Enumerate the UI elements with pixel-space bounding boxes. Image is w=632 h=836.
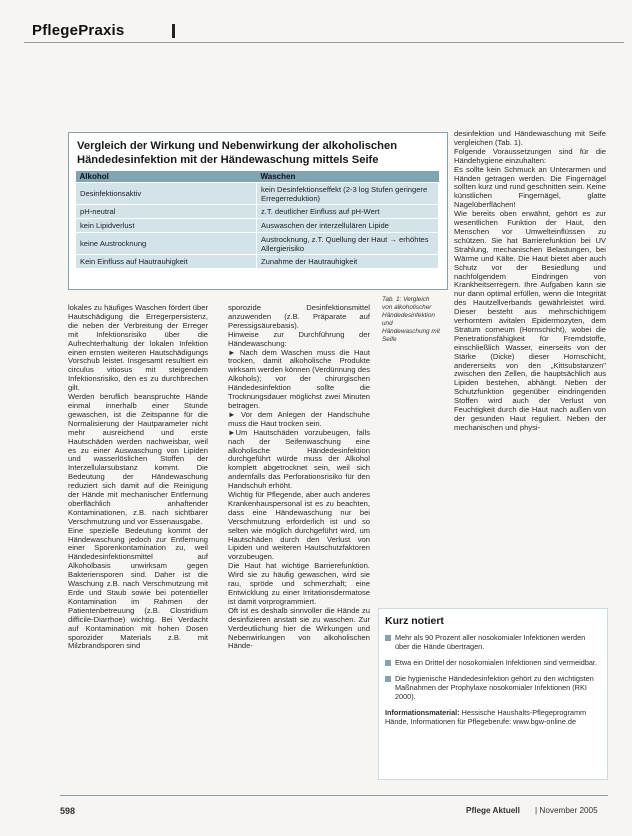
page-header [24,20,624,43]
paragraph: sporozide Desinfektionsmittel anzuwenden (z.B. Präparate auf Peressigsäurebasis). [228,303,370,330]
list-item-text: Die hygienische Händedesinfektion gehört zu den wichtigsten Maßnahmen der Prophylaxe nosokomialer Infektionen (RKI 2000). [395,674,594,701]
table-row [76,255,439,269]
kurz-notiert-box [378,608,608,780]
article-column-2 [228,304,370,651]
paragraph: Es sollte kein Schmuck an Unterarmen und Händen getragen werden. Die Fingernägel sollten kurz und rund geschnitten sein. Keine künstlichen Fingernägel, glatte Nagelüberflächen! [454,164,606,210]
paragraph: Wichtig für Pflegende, aber auch anderes Krankenhauspersonal ist es zu beachten, dass eine Händewaschung nur bei Verschmutzung erforderlich ist und so selten wie möglich durchgeführt wird, um Hautschäden durch den Verlust von Lipiden und weiteren Hautschutzfaktoren vorzubeugen. [228,490,370,562]
table-row [76,219,439,233]
issue-date: | November 2005 [535,806,598,815]
paragraph: Eine spezielle Bedeutung kommt der Händewaschung jedoch zur Entfernung einer Sporenkontamination zu, weil Händedesinfektionsmittel auf Alkoholbasis unwirksam gegen Bakteriensporen sind. Daher ist die Waschung z.B. nach Verschmutzung mit Erde und Staub sowie bei potentieller Kontamination im Rahmen der Patientenbetreuung (z.B. Clostridium difficile-Diarrhoe) wichtig. Bei Verdacht auf Kontamination mit hohen Dosen sporozider Materials z.B. mit Milzbrandsporen sind [68,525,208,651]
table-cell: pH-neutral [76,205,257,219]
paragraph: lokales zu häufiges Waschen fördert über Hautschädigung die Erregerpersistenz, die neben der Verbreitung der Erreger mit Infektionsrisiko über die Aufrechterhaltung der lokalen Infektion einen ernsten weiteren Hautschädigungs Vorschub leistet. Insgesamt resultiert ein circulus vitiosus mit steigendem Infektionsrisiko, den es zu durchbrechen gilt. [68,303,208,393]
column-header-waschen: Waschen [257,171,439,183]
kurz-notiert-list [385,633,601,726]
list-item-text: Etwa ein Drittel der nosokomialen Infektionen sind vermeidbar. [395,658,597,667]
paragraph: Hinweise zur Durchführung der Händewaschung: [228,329,370,348]
table-cell: keine Austrocknung [76,233,257,255]
list-item-text: Mehr als 90 Prozent aller nosokomialer Infektionen werden über die Hände übertragen. [395,633,586,651]
article-column-1 [68,304,208,651]
comparison-table-box [68,132,448,290]
table-title: Vergleich der Wirkung und Nebenwirkung der alkoholischen Händedesinfektion mit der Händewaschung mittels Seife [77,140,398,166]
paragraph: Wie bereits oben erwähnt, gehört es zur wesentlichen Funktion der Haut, den Menschen vor Umwelteinflüssen zu schützen. Sie hat Barrierefunktion bei UV Strahlung, mechanischen Belastungen, bei Wärme und Kälte. Die Haut bietet aber auch Schutz vor der Besiedlung und nachfolgendem Eindringen von Krankheitserregern. Ihre Aufgaben kann sie nur dann optimal erfüllen, wenn die Integrität des Hautzellverbands gewährleistet wird. Dieser besteht aus mehrschichtigem verhorntem avitalen Epidermozyten, dem Stratum corneum (Hornschicht), wobei die Penetrationsfähigkeit für Fremdstoffe, einschließlich Wasser, einerseits von der Stärke (Dicke) dieser Hornschicht, andererseits von den „Kittsubstanzen" zwischen den Zellen, die hauptsächlich aus Lipiden bestehen, abhängt. Neben der Schutzfunktion gegenüber eindringenden Stoffen wird auch der Verlust von Feuchtigkeit durch die Haut nach außen von der gesunden Haut reguliert. Neben der mechanischen und physi- [454,209,606,432]
table-row [76,233,439,255]
table-cell: kein Desinfektionseffekt (2-3 log Stufen geringere Erregerreduktion) [257,183,439,205]
section-title: PflegePraxis [32,22,125,39]
square-bullet-icon [385,635,391,641]
paragraph: desinfektion und Händewaschung mit Seife vergleichen (Tab. 1). [454,129,606,147]
info-label: Informationsmaterial: [385,708,460,717]
list-item [385,658,601,667]
paragraph: Oft ist es deshalb sinnvoller die Hände zu desinfizieren anstatt sie zu waschen. Zur Verdeutlichung hier die Wirkungen und Nebenwirkungen von alkoholischen Hände- [228,605,370,651]
table-cell: Austrocknung, z.T. Quellung der Haut → erhöhtes Allergierisiko [257,233,439,255]
paragraph: Die Haut hat wichtige Barrierefunktion. Wird sie zu häufig gewaschen, wird sie rau, spröde und schmerzhaft; eine Entwicklung zu einer Irritationsdermatose ist damit vorprogrammiert. [228,561,370,606]
table-caption: Tab. 1: Vergleich von alkoholischer Händedesinfektion und Händewaschung mit Seife [382,296,440,343]
header-marker [172,24,175,38]
paragraph: ► Nach dem Waschen muss die Haut trocken, damit alkoholische Produkte wirksam werden können (Verdünnung des Alkohols); vor der chirurgischen Händedesinfektion sollte die Trocknungsdauer möglichst zwei Minuten betragen. [228,347,370,410]
table-cell: Kein Einfluss auf Hautrauhigkeit [76,255,257,269]
paragraph: Werden beruflich beanspruchte Hände einmal innerhalb einer Stunde gewaschen, ist die Zeitspanne für die Normalisierung der Hautparameter nicht mehr ausreichend und erste Hautschäden werden nachweisbar, weil es zu einer Auswaschung von Lipiden und wasserlöslichen Stoffen der Interzellularsubstanz kommt. Die Bedeutung der Händewaschung reduziert sich damit auf die Reinigung der Hände mit mechanischer Entfernung oberflächlich anhaftender Kontaminationen, z.B. nach sichtbarer Verschmutzung und vor Essenausgabe. [68,392,208,526]
table-row [76,205,439,219]
paragraph: ► Vor dem Anlegen der Handschuhe muss die Haut trocken sein. [228,409,370,428]
paragraph: ►Um Hautschäden vorzubeugen, falls nach der Seifenwaschung eine alkoholische Händedesinfektion durchgeführt würde muss der Alkohol komplett abgetrocknet sein, weil sich andernfalls das Perforationsrisiko für den Handschuh erhöht. [228,427,370,491]
table-cell: Desinfektionsaktiv [76,183,257,205]
page-number: 598 [60,806,76,816]
table-cell: z.T. deutlicher Einfluss auf pH-Wert [257,205,439,219]
comparison-table [75,171,439,269]
square-bullet-icon [385,660,391,666]
table-header-row [76,171,439,183]
table-cell: Zunahme der Hautrauhigkeit [257,255,439,269]
list-item [385,633,601,651]
information-material-note [385,708,601,726]
column-header-alkohol: Alkohol [76,171,257,183]
footer-divider [60,795,608,796]
journal-name: Pflege Aktuell [466,806,520,815]
table-cell: Auswaschen der interzellulären Lipide [257,219,439,233]
square-bullet-icon [385,676,391,682]
info-text: Hessische Haushalts-Pflegeprogramm Hände, Informationen für Pflegeberufe: www.bgw-online.de [385,708,587,726]
list-item [385,674,601,701]
table-cell: kein Lipidverlust [76,219,257,233]
article-column-3 [454,130,606,433]
kurz-notiert-title: Kurz notiert [385,615,444,627]
paragraph: Folgende Voraussetzungen sind für die Händehygiene einzuhalten: [454,146,606,165]
table-row [76,183,439,205]
